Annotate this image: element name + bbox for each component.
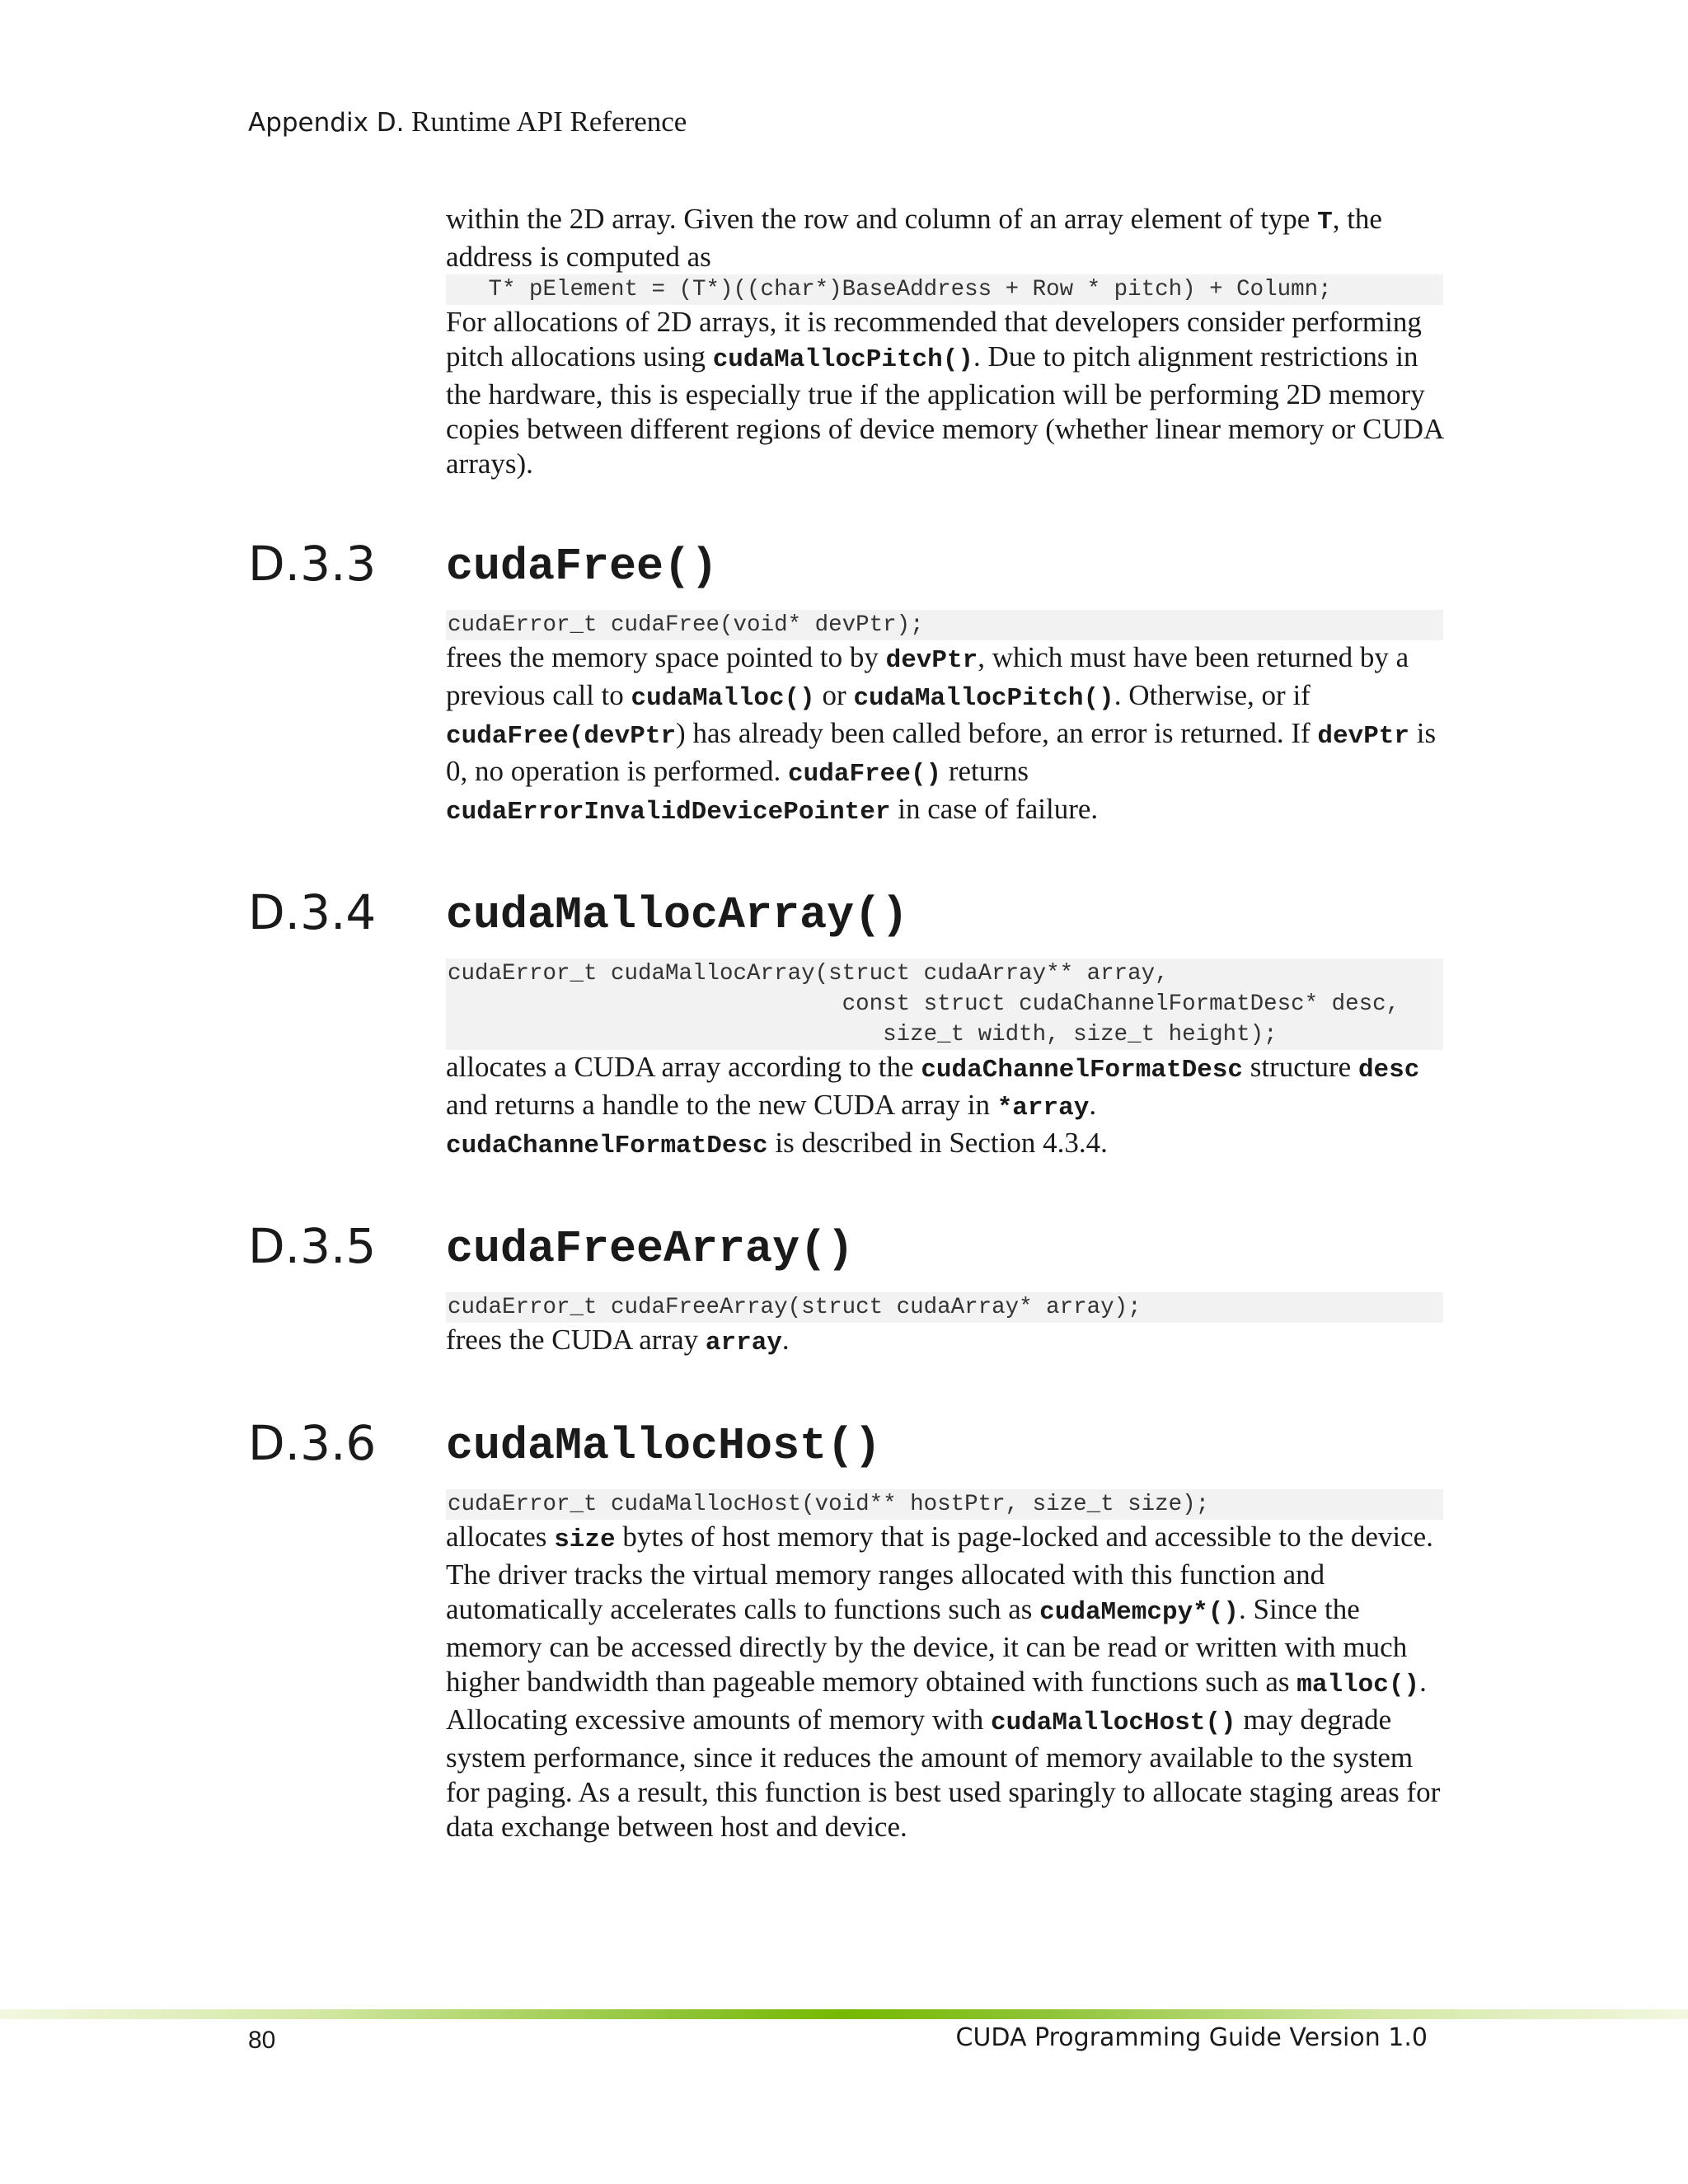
inline-code: cudaFree() [788,760,942,789]
inline-code: cudaChannelFormatDesc [446,1132,768,1160]
section-description: frees the memory space pointed to by devPtr, which must have been returned by a previous call to cudaMalloc() or cudaMallocPitch(). Otherwise, or if cudaFree(devPtr) has already been called before, an error is returned. If devPtr is 0, no operation is performed. cudaFree() returns cudaErrorInvalidDevicePointer in case of failure. [446,641,1437,827]
inline-code: cudaMallocPitch() [853,684,1114,713]
inline-code: cudaMallocHost() [990,1708,1236,1737]
code-block-pointer-address: T* pElement = (T*)((char*)BaseAddress + Row * pitch) + Column; [446,274,1443,305]
section-number: D.3.4 [248,884,377,940]
code-block-signature: cudaError_t cudaMallocArray(struct cudaArray** array, const struct cudaChannelFormatDesc* desc, size_t width, size_t height); [446,958,1443,1050]
inline-code: cudaErrorInvalidDevicePointer [446,798,891,827]
section-cudafree [248,536,1443,830]
inline-code: array [705,1329,782,1357]
code-block-signature: cudaError_t cudaMallocHost(void** hostPtr, size_t size); [446,1489,1443,1520]
inline-code: cudaMallocPitch() [712,345,973,374]
footer-document-title: CUDA Programming Guide Version 1.0 [955,2023,1428,2052]
running-header [248,104,687,141]
section-title: cudaMallocArray() [446,889,909,941]
inline-code: desc [1357,1056,1420,1085]
running-header-title: Runtime API Reference [411,105,687,138]
section-number: D.3.5 [248,1218,377,1274]
section-title: cudaMallocHost() [446,1420,882,1472]
inline-code: malloc() [1296,1671,1420,1699]
intro-paragraph-2: For allocations of 2D arrays, it is recommended that developers consider performing pitch allocations using cudaMallocPitch(). Due to pitch alignment restrictions in the hardware, this is especially true if the application will be performing 2D memory copies between different regions of device memory (whether linear memory or CUDA arrays). [446,306,1443,480]
inline-code: cudaMalloc() [631,684,815,713]
inline-code: devPtr [885,646,978,675]
intro-paragraph-1: within the 2D array. Given the row and column of an array element of type T, the address is computed as [446,203,1382,273]
inline-code: cudaMemcpy*() [1039,1598,1239,1627]
section-cudamallochost [248,1415,1443,1844]
inline-code: cudaChannelFormatDesc [921,1056,1243,1085]
inline-code: T [1317,208,1333,237]
section-number: D.3.6 [248,1415,377,1471]
section-cudafreearray [248,1218,1443,1361]
inline-code: devPtr [1317,722,1410,751]
page-content [248,202,1443,1844]
inline-code: size [554,1526,616,1554]
section-description: frees the CUDA array array. [446,1324,790,1357]
code-block-signature: cudaError_t cudaFree(void* devPtr); [446,610,1443,640]
running-header-label: Appendix D. [248,108,405,138]
inline-code: *array [996,1094,1090,1122]
section-title: cudaFree() [446,541,719,593]
code-block-signature: cudaError_t cudaFreeArray(struct cudaArray* array); [446,1292,1443,1323]
section-number: D.3.3 [248,536,377,592]
section-description: allocates a CUDA array according to the cudaChannelFormatDesc structure desc and returns a handle to the new CUDA array in *array. cudaChannelFormatDesc is described in Section 4.3.4. [446,1051,1420,1160]
section-cudamallocarray [248,884,1443,1164]
page-number: 80 [248,2027,276,2054]
inline-code: cudaFree(devPtr [446,722,677,751]
footer-divider-bar [0,2009,1688,2019]
section-title: cudaFreeArray() [446,1223,855,1275]
section-description: allocates size bytes of host memory that is page-locked and accessible to the device. The driver tracks the virtual memory ranges allocated with this function and automatically accelerates calls to functions such as cudaMemcpy*(). Since the memory can be accessed directly by the device, it can be read or written with much higher bandwidth than pageable memory obtained with functions such as malloc(). Allocating excessive amounts of memory with cudaMallocHost() may degrade system performance, since it reduces the amount of memory available to the system for paging. As a result, this function is best used sparingly to allocate staging areas for data exchange between host and device. [446,1521,1441,1843]
